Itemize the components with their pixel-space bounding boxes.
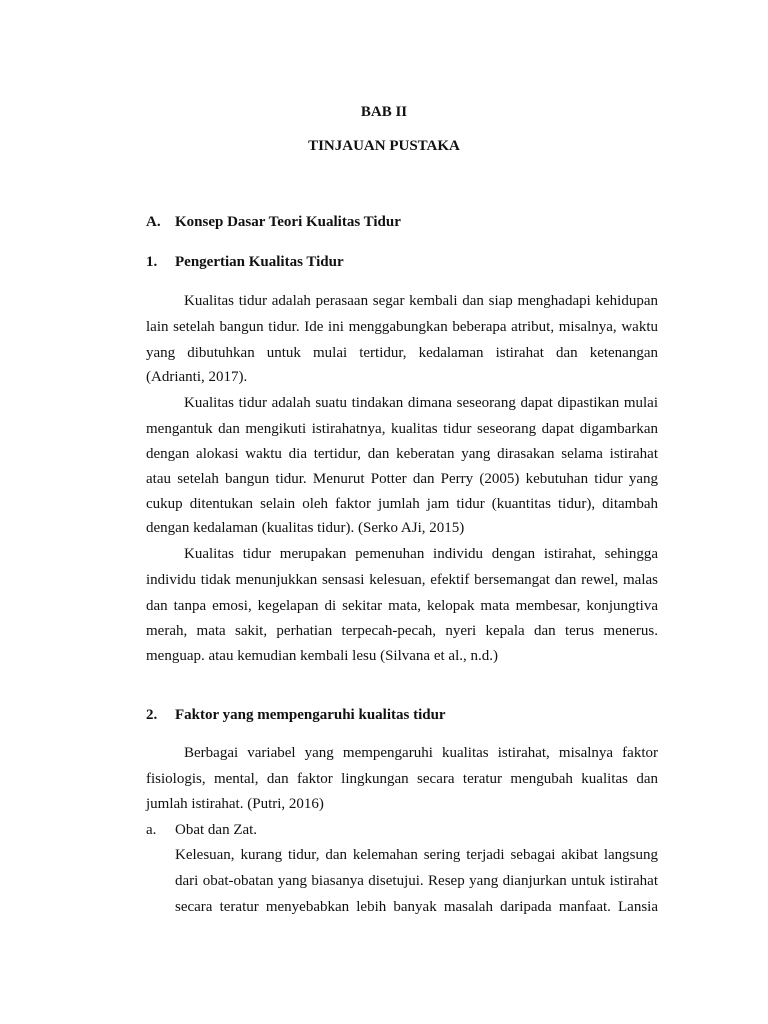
paragraph-1-line: Kualitas tidur adalah perasaan segar kembali dan siap menghadapi kehidupan	[184, 293, 658, 309]
paragraph-2-line: mengantuk dan mengikuti istirahatnya, kualitas tidur seseorang dapat digambarkan	[146, 421, 658, 437]
paragraph-2-line: cukup ditentukan selain oleh faktor jumlah jam tidur (kuantitas tidur), ditambah	[146, 496, 658, 512]
item-a-title: Obat dan Zat.	[175, 822, 258, 838]
paragraph-3-line: merah, mata sakit, perhatian terpecah-pecah, nyeri kepala dan terus menerus.	[146, 623, 658, 639]
subsection-2-title: Faktor yang mempengaruhi kualitas tidur	[175, 707, 446, 723]
paragraph-3-line: Kualitas tidur merupakan pemenuhan individu dengan istirahat, sehingga	[184, 546, 658, 562]
item-a-marker: a.	[146, 822, 157, 838]
subsection-1-marker: 1.	[146, 254, 158, 270]
section-a-title: Konsep Dasar Teori Kualitas Tidur	[175, 214, 401, 230]
paragraph-2-line: Kualitas tidur adalah suatu tindakan dimana seseorang dapat dipastikan mulai	[184, 395, 658, 411]
paragraph-2-line: dengan kedalaman (kualitas tidur). (Serko AJi, 2015)	[146, 520, 465, 536]
paragraph-3-line: individu tidak menunjukkan sensasi kelesuan, efektif bersemangat dan rewel, malas	[146, 572, 658, 588]
chapter-number: BAB II	[360, 104, 408, 120]
factor-intro-line: Berbagai variabel yang mempengaruhi kualitas istirahat, misalnya faktor	[184, 745, 658, 761]
paragraph-2-line: atau setelah bangun tidur. Menurut Potter dan Perry (2005) kebutuhan tidur yang	[146, 471, 658, 487]
paragraph-1-line: (Adrianti, 2017).	[146, 369, 248, 385]
section-a-marker: A.	[146, 214, 161, 230]
paragraph-3-line: dan tanpa emosi, kegelapan di sekitar mata, kelopak mata membesar, konjungtiva	[146, 598, 658, 614]
paragraph-1-line: lain setelah bangun tidur. Ide ini menggabungkan beberapa atribut, misalnya, waktu	[146, 319, 658, 335]
factor-intro-line: jumlah istirahat. (Putri, 2016)	[146, 796, 324, 812]
item-a-line: secara teratur menyebabkan lebih banyak masalah daripada manfaat. Lansia	[175, 899, 658, 915]
paragraph-3-line: menguap. atau kemudian kembali lesu (Silvana et al., n.d.)	[146, 648, 498, 664]
chapter-title: TINJAUAN PUSTAKA	[308, 138, 460, 154]
paragraph-1-line: yang dibutuhkan untuk mulai tertidur, kedalaman istirahat dan ketenangan	[146, 345, 658, 361]
subsection-2-marker: 2.	[146, 707, 158, 723]
factor-intro-line: fisiologis, mental, dan faktor lingkungan secara teratur mengubah kualitas dan	[146, 771, 658, 787]
paragraph-2-line: dengan alokasi waktu dia tertidur, dan keberatan yang dirasakan selama istirahat	[146, 446, 658, 462]
item-a-line: dari obat-obatan yang biasanya disetujui. Resep yang dianjurkan untuk istirahat	[175, 873, 658, 889]
item-a-line: Kelesuan, kurang tidur, dan kelemahan sering terjadi sebagai akibat langsung	[175, 847, 658, 863]
subsection-1-title: Pengertian Kualitas Tidur	[175, 254, 344, 270]
